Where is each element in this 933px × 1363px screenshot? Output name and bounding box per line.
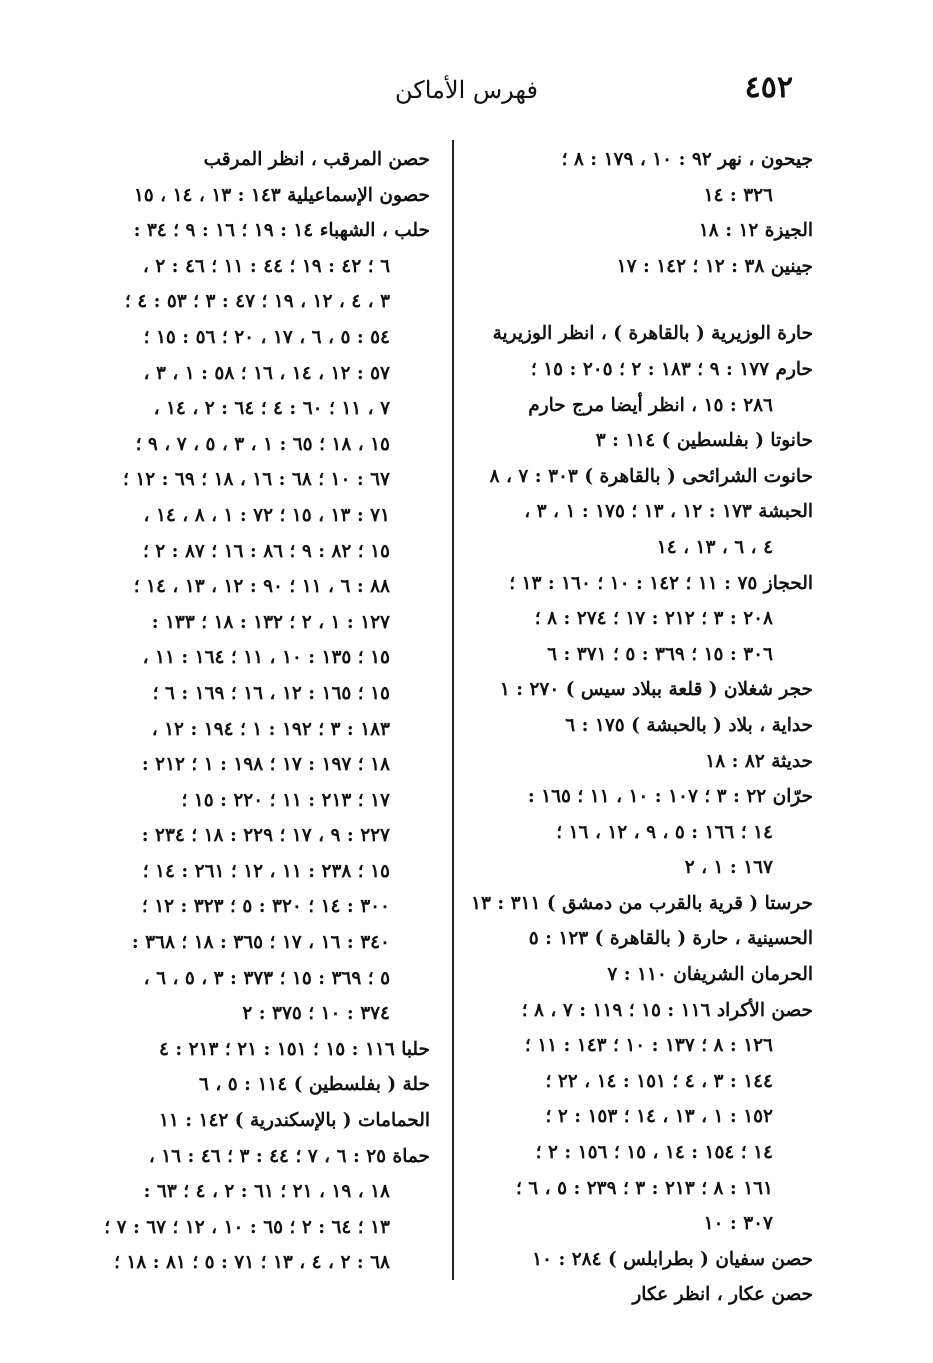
index-entry: الحمامات ( بالإسكندرية ) ١٤٢ : ١١ (158, 1110, 430, 1132)
index-entry-continuation: ١٥ ، ١٨ ؛ ٦٥ : ١ ، ٣ ، ٥ ، ٧ ، ٩ ؛ (135, 433, 390, 455)
index-entry: حصن المرقب ، انظر المرقب (203, 149, 430, 170)
index-entry: حصن الأكراد ١١٦ : ١٥ ؛ ١١٩ : ٧ ، ٨ ؛ (521, 999, 813, 1021)
index-entry-continuation: ١٦١ : ٨ ؛ ٢١٣ : ٣ ؛ ٢٣٩ : ٥ ، ٦ ؛ (515, 1177, 773, 1199)
index-entry-continuation: ٣٧٤ : ١٠ ؛ ٣٧٥ : ٢ (242, 1003, 390, 1025)
index-entry-continuation: ١٨٣ : ٣ ؛ ١٩٢ : ١ ؛ ١٩٤ : ١٢ ، (151, 718, 390, 740)
page-number: ٤٥٢ (744, 70, 793, 105)
index-entry-continuation: ٣٠٧ : ١٠ (703, 1213, 773, 1235)
index-entry-continuation: ٢٢٧ : ٩ ، ١٧ ؛ ٢٢٩ : ١٨ ؛ ٢٣٤ : (141, 825, 390, 847)
index-entry-continuation: ٨٨ : ٦ ، ١١ ؛ ٩٠ : ١٢ ، ١٣ ، ١٤ ؛ (133, 576, 390, 598)
right-column (463, 142, 813, 1313)
index-entry-continuation: ١٥٢ : ١ ، ١٣ ، ١٤ ؛ ١٥٣ : ٢ ؛ (545, 1106, 773, 1128)
index-entry-continuation: ٣٠٦ : ١٥ ؛ ٣٦٩ : ٥ ؛ ٣٧١ : ٦ (547, 643, 773, 665)
index-entry: حرستا ( قرية بالقرب من دمشق ) ٣١١ : ١٣ (471, 892, 813, 914)
index-entry-continuation: ٦ ؛ ٤٢ : ١٩ ؛ ٤٤ : ١١ ؛ ٤٦ : ٢ ، (142, 255, 390, 277)
index-entry: حانوت الشرائحى ( بالقاهرة ) ٣٠٣ : ٧ ، ٨ (489, 465, 813, 487)
index-entry: الحرمان الشريفان ١١٠ : ٧ (607, 964, 813, 986)
index-entry: حلب ، الشهباء ١٤ : ١٩ ؛ ١٦ : ٩ ؛ ٣٤ : (133, 220, 430, 242)
index-entry-continuation: ١٢٦ : ٨ ؛ ١٣٧ : ١٠ ؛ ١٤٣ : ١١ ؛ (524, 1035, 773, 1057)
index-entry-continuation: ١٨ ، ١٩ ، ٢١ ؛ ٦١ : ٢ ، ٤ ؛ ٦٣ : (143, 1181, 390, 1203)
index-entry-continuation: ١٤ ؛ ١٦٦ : ٥ ، ٩ ، ١٢ ، ١٦ ؛ (556, 821, 773, 843)
index-entry-continuation: ١٥ ؛ ١٣٥ : ١٠ ، ١١ ؛ ١٦٤ : ١١ ، (142, 647, 390, 669)
index-entry-continuation: ٥ ؛ ٣٦٩ : ١٥ ؛ ٣٧٣ : ٣ ، ٥ ، ٦ ، (143, 967, 390, 989)
index-entry-continuation: ١٥ ؛ ١٦٥ : ١٢ ، ١٦ ؛ ١٦٩ : ٦ ؛ (152, 682, 390, 704)
page-header (0, 70, 933, 110)
index-entry-continuation: ٦٧ : ١٠ ؛ ٦٨ : ١٦ ، ١٨ ؛ ٦٩ : ١٢ ؛ (123, 469, 390, 491)
left-column (80, 142, 430, 1281)
index-entry-continuation: ١٤٤ : ٣ ، ٤ ؛ ١٥١ : ١٤ ، ٢٢ ؛ (545, 1070, 773, 1092)
index-entry-continuation: ٥٧ : ١٢ ، ١٤ ، ١٦ ؛ ٥٨ : ١ ، ٣ ، (143, 362, 390, 384)
page-title: فهرس الأماكن (395, 76, 538, 104)
index-entry: حداية ، بلاد ( بالحبشة ) ١٧٥ : ٦ (565, 714, 813, 736)
index-entry: حلبا ١١٦ : ١٥ ؛ ١٥١ : ٢١ ؛ ٢١٣ : ٤ (158, 1038, 430, 1060)
index-entry-continuation: ٣٢٦ : ١٤ (703, 184, 773, 206)
index-entry-continuation: ٤ ، ٦ ، ١٣ ، ١٤ (656, 536, 773, 558)
index-entry: الحجاز ٧٥ : ١١ ؛ ١٤٢ : ١٠ ؛ ١٦٠ : ١٣ ؛ (509, 572, 813, 594)
index-entry: الحبشة ١٧٣ : ١٢ ، ١٣ ؛ ١٧٥ : ١ ، ٣ ، (524, 501, 813, 523)
index-entry-continuation: ١٥ ؛ ٨٢ : ٩ ؛ ٨٦ : ١٦ ؛ ٨٧ : ٢ ؛ (142, 540, 390, 562)
index-entry-continuation: ١٣ ؛ ٦٤ : ٢ ؛ ٦٥ : ١٠ ، ١٢ ؛ ٦٧ : ٧ ؛ (104, 1216, 390, 1238)
index-entry: الحسينية ، حارة ( بالقاهرة ) ١٢٣ : ٥ (528, 928, 813, 950)
index-entry-continuation: ١٨ ؛ ١٩٧ : ١٧ ؛ ١٩٨ : ١ ؛ ٢١٢ : (141, 754, 390, 776)
index-entry: حارة الوزيرية ( بالقاهرة ) ، انظر الوزيرية (492, 323, 813, 345)
index-entry-continuation: ١٦٧ : ١ ، ٢ (684, 857, 773, 879)
index-entry: حصن عكار ، انظر عكار (632, 1284, 813, 1306)
index-entry-continuation: ١٧ ؛ ٢١٣ : ١١ ؛ ٢٢٠ : ١٥ ؛ (181, 789, 390, 811)
index-entry-continuation: ١٥ ؛ ٢٣٨ : ١١ ، ١٢ ؛ ٢٦١ : ١٤ ؛ (142, 860, 390, 882)
index-entry-continuation: ٥٤ : ٥ ، ٦ ، ١٧ ، ٢٠ ؛ ٥٦ : ١٥ ؛ (143, 326, 390, 348)
index-entry-continuation: ٣ ، ٤ ، ١٢ ، ١٩ ؛ ٤٧ : ٣ ؛ ٥٣ : ٤ ؛ (124, 291, 390, 313)
index-entry: حانوتا ( بفلسطين ) ١١٤ : ٣ (595, 430, 813, 452)
index-entry: حلة ( بفلسطين ) ١١٤ : ٥ ، ٦ (199, 1074, 430, 1096)
index-entry-continuation: ١٤ ؛ ١٥٤ : ١٤ ، ١٥ ؛ ١٥٦ : ٢ ؛ (535, 1142, 773, 1164)
index-entry-continuation: ٣٠٠ : ١٤ ؛ ٣٢٠ : ٥ ؛ ٣٢٣ : ١٢ ؛ (141, 896, 390, 918)
index-entry-continuation: ٢٠٨ : ٣ ؛ ٢١٢ : ١٧ ؛ ٢٧٤ : ٨ ؛ (534, 608, 773, 630)
index-entry-continuation: ٦٨ : ٢ ، ٤ ، ١٣ ؛ ٧١ : ٥ ؛ ٨١ : ١٨ ؛ (114, 1252, 390, 1274)
index-entry-continuation: ٧١ : ١٣ ، ١٥ ؛ ٧٢ : ١ ، ٨ ، ١٤ ، (143, 504, 390, 526)
index-entry-continuation: ٧ ، ١١ ؛ ٦٠ : ٤ ؛ ٦٤ : ٢ ، ١٤ ، (153, 398, 390, 420)
index-entry: حارم ١٧٧ : ٩ ؛ ١٨٣ : ٢ ؛ ٢٠٥ : ١٥ ؛ (530, 358, 813, 380)
index-entry: حصون الإسماعيلية ١٤٣ : ١٣ ، ١٤ ، ١٥ (133, 184, 430, 206)
index-entry: حماة ٢٥ : ٦ ، ٧ ؛ ٤٤ : ٣ ؛ ٤٦ : ١٦ ، (148, 1145, 430, 1167)
index-entry: جيحون ، نهر ٩٢ : ١٠ ، ١٧٩ : ٨ ؛ (561, 149, 813, 170)
index-entry: حديثة ٨٢ : ١٨ (705, 750, 813, 772)
index-entry: جينين ٣٨ : ١٢ ؛ ١٤٢ : ١٧ (616, 255, 813, 277)
index-entry: الجيزة ١٢ : ١٨ (698, 220, 813, 242)
column-divider (452, 140, 454, 1280)
section-gap (463, 284, 813, 316)
index-entry-continuation: ١٢٧ : ١ ، ٢ ؛ ١٣٢ : ١٨ ؛ ١٣٣ : (151, 611, 390, 633)
index-entry: حجر شغلان ( قلعة ببلاد سيس ) ٢٧٠ : ١ (499, 679, 813, 701)
index-entry: حرّان ٢٢ : ٣ ؛ ١٠٧ : ١٠ ، ١١ ؛ ١٦٥ : (527, 786, 813, 808)
index-entry-continuation: ٢٨٦ : ١٥ ، انظر أيضا مرج حارم (528, 394, 773, 416)
index-entry: حصن سفيان ( بطرابلس ) ٢٨٤ : ١٠ (532, 1248, 813, 1270)
index-entry-continuation: ٣٤٠ : ١٦ ، ١٧ ؛ ٣٦٥ : ١٨ ؛ ٣٦٨ : (131, 932, 390, 954)
